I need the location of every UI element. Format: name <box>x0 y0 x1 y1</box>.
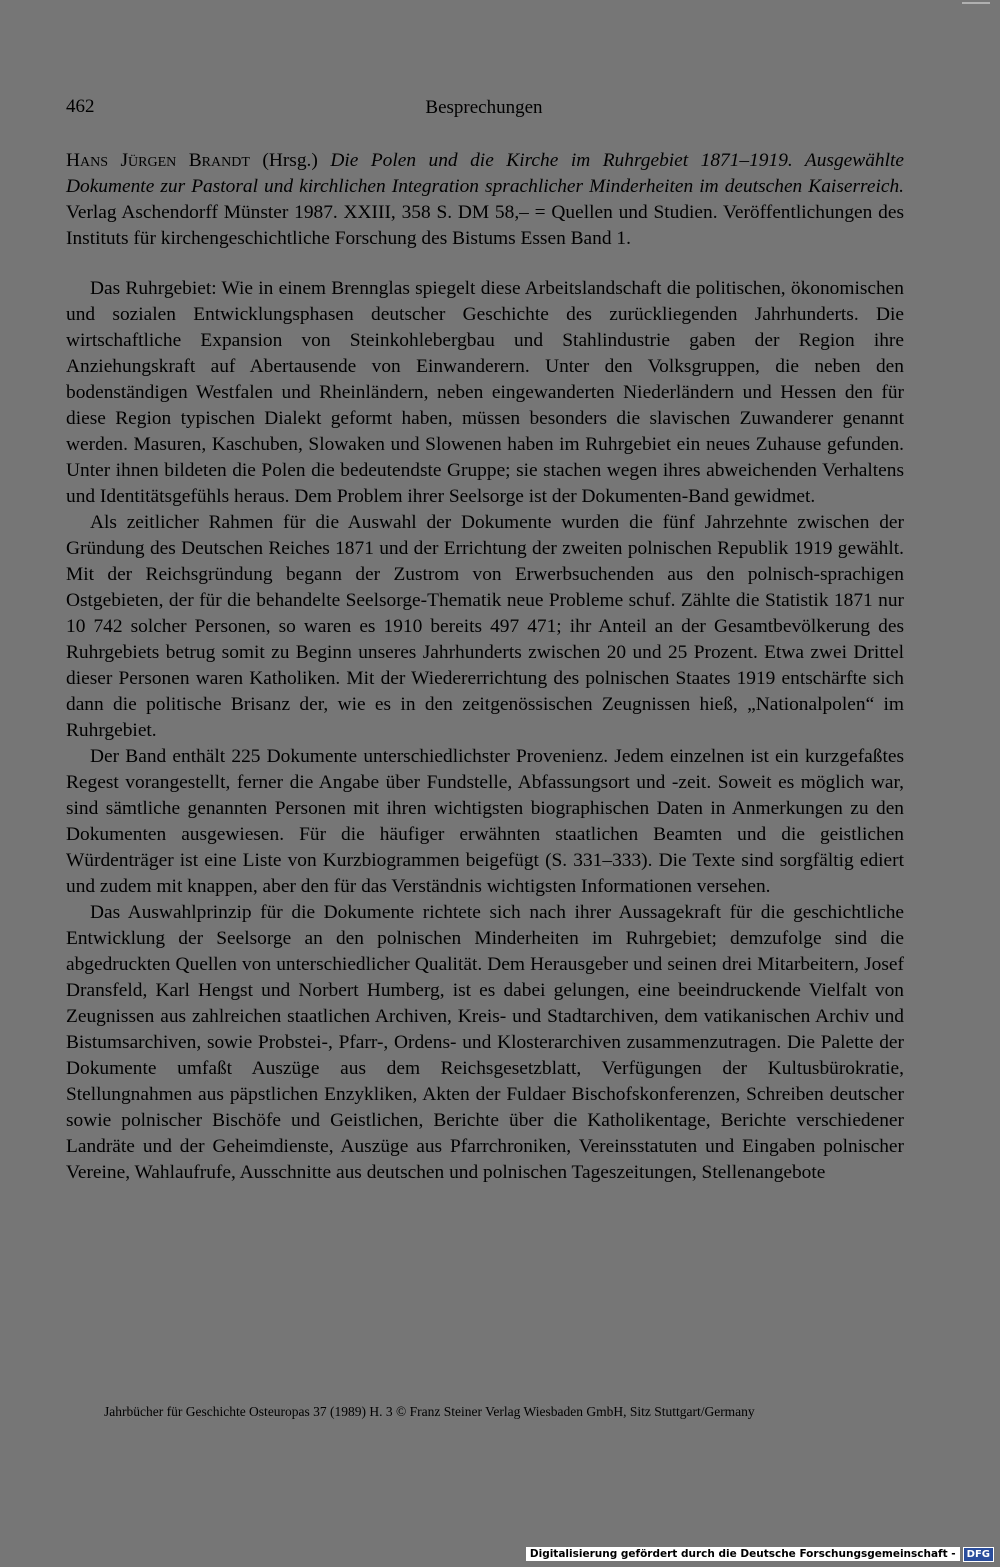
running-head: Besprechungen <box>425 97 543 118</box>
publication-details: Verlag Aschendorff Münster 1987. XXIII, 358 S. DM 58,– = Quellen und Studien. Veröffentlichungen des Instituts für kirchengeschichtliche Forschung des Bistums Essen Band 1. <box>66 202 904 249</box>
book-editor: Hans Jürgen Brandt <box>66 150 250 171</box>
paragraph-1: Das Ruhrgebiet: Wie in einem Brennglas spiegelt diese Arbeitslandschaft die politischen, ökonomischen und sozialen Entwicklungsphasen deutscher Geschichte des zurückliegenden Jahrhunderts. Die wirtschaftliche Expansion von Steinkohlebergbau und Stahlindustrie gaben der Region ihre Anziehungskraft auf Abertausende von Einwanderern. Unter den Volksgruppen, die neben den bodenständigen Westfalen und Rheinländern, neben eingewanderten Niederländern und Hessen den für diese Region typischen Dialekt geformt haben, müssen besonders die slavischen Zuwanderer genannt werden. Masuren, Kaschuben, Slowaken und Slowenen haben im Ruhrgebiet ein neues Zuhause gefunden. Unter ihnen bildeten die Polen die bedeutendste Gruppe; sie stachen wegen ihres abweichenden Verhaltens und Identitätsgefühls heraus. Dem Problem ihrer Seelsorge ist der Dokumenten-Band gewidmet. <box>66 278 904 507</box>
journal-footer: Jahrbücher für Geschichte Osteuropas 37 (1989) H. 3 © Franz Steiner Verlag Wiesbaden GmbH, Sitz Stuttgart/Germany <box>104 1404 755 1419</box>
editor-note: (Hrsg.) <box>249 150 331 171</box>
paragraph-4: Das Auswahlprinzip für die Dokumente richtete sich nach ihrer Aussagekraft für die geschichtliche Entwicklung der Seelsorge an den polnischen Minderheiten im Ruhrgebiet; demzufolge sind die abgedruckten Quellen von unterschiedlicher Qualität. Dem Herausgeber und seinen drei Mitarbeitern, Josef Dransfeld, Karl Hengst und Norbert Humberg, ist es dabei gelungen, eine beeindruckende Vielfalt von Zeugnissen aus zahlreichen staatlichen Archiven, Kreis- und Stadtarchiven, dem vatikanischen Archiv und Bistumsarchiven, sowie Probstei-, Pfarr-, Ordens- und Klosterarchiven zusammenzutragen. Die Palette der Dokumente umfaßt Auszüge aus dem Reichsgesetzblatt, Verfügungen der Kultusbürokratie, Stellungnahmen aus päpstlichen Enzykliken, Akten der Fuldaer Bischofskonferenzen, Schreiben deutscher sowie polnischer Bischöfe und Geistlichen, Berichte über die Katholikentage, Berichte verschiedener Landräte und der Geheimdienste, Auszüge aus Pfarrchroniken, Vereinsstatuten und Eingaben polnischer Vereine, Wahlaufrufe, Ausschnitte aus deutschen und polnischen Tageszeitungen, Stellenangebote <box>66 902 904 1183</box>
paragraph-3: Der Band enthält 225 Dokumente unterschiedlichster Provenienz. Jedem einzelnen ist ein kurzgefaßtes Regest vorangestellt, ferner die Angabe über Fundstelle, Abfassungsort und -zeit. Soweit es möglich war, sind sämtliche genannten Personen mit ihren wichtigsten biographischen Daten in Anmerkungen zu den Dokumenten ausgewiesen. Für die häufiger erwähnten staatlichen Beamten und die geistlichen Würdenträger ist eine Liste von Kurzbiogrammen beigefügt (S. 331–333). Die Texte sind sorgfältig ediert und zudem mit knappen, aber den für das Verständnis wichtigsten Informationen versehen. <box>66 746 904 897</box>
paragraph-2: Als zeitlicher Rahmen für die Auswahl der Dokumente wurden die fünf Jahrzehnte zwischen der Gründung des Deutschen Reiches 1871 und der Errichtung der zweiten polnischen Republik 1919 gewählt. Mit der Reichsgründung begann der Zustrom von Erwerbsuchenden aus den polnisch-sprachigen Ostgebieten, der für die behandelte Seelsorge-Thematik neue Probleme schuf. Zählte die Statistik 1871 nur 10 742 solcher Personen, so waren es 1910 bereits 497 471; ihr Anteil an der Gesamtbevölkerung des Ruhrgebiets betrug somit zu Beginn unseres Jahrhunderts zwischen 20 und 25 Prozent. Etwa zwei Drittel dieser Personen waren Katholiken. Mit der Wiedererrichtung des polnischen Staates 1919 entschärfte sich dann die politische Brisanz der, wie es in den zeitgenössischen Zeugnissen hieß, „Nationalpolen“ im Ruhrgebiet. <box>66 512 904 741</box>
bibliographic-entry <box>66 148 904 252</box>
dfg-notice-text: Digitalisierung gefördert durch die Deutsche Forschungsgemeinschaft - <box>526 1547 960 1561</box>
dfg-funding-notice <box>526 1545 994 1563</box>
scan-corner-mark <box>962 2 990 4</box>
dfg-logo: DFG <box>963 1547 994 1562</box>
article-body <box>66 148 904 1186</box>
book-title: Die Polen und die Kirche im Ruhrgebiet 1871–1919. Ausgewählte Dokumente zur Pastoral und kirchlichen Integration sprachlicher Minderheiten im deutschen Kaiserreich. <box>66 150 904 197</box>
page-number: 462 <box>66 96 95 117</box>
